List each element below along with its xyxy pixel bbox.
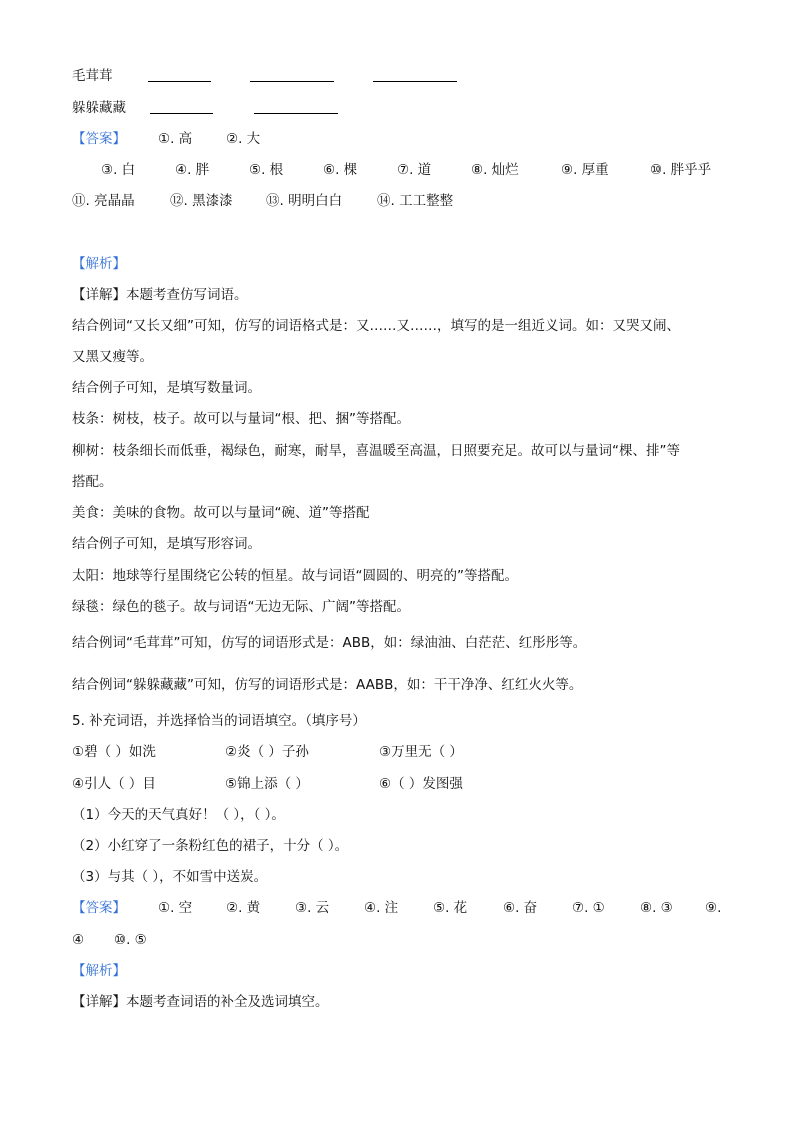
answer-blank: [373, 81, 457, 82]
answer-tag: 【答案】: [72, 131, 126, 147]
answer-blank: [148, 81, 211, 82]
idiom-blank: ⑥（ ）发图强: [379, 776, 463, 792]
analysis-line: 搭配。: [72, 474, 113, 490]
answer-item: ⑦. ①: [572, 900, 605, 916]
answer-row: [0, 896, 794, 920]
analysis-tag-row: [0, 959, 794, 983]
answer-row: [0, 928, 794, 952]
analysis-line: 【详解】本题考查词语的补全及选词填空。: [72, 994, 329, 1010]
fill-row-label: 躲躲藏藏: [72, 100, 126, 116]
answer-item: ⑤. 根: [249, 162, 284, 178]
answer-item: ⑭. 工工整整: [377, 193, 454, 209]
question-row: [0, 740, 794, 764]
answer-item: ②. 大: [226, 131, 261, 147]
answer-item: ⑨. 厚重: [561, 162, 609, 178]
analysis-tag-row: [0, 252, 794, 276]
answer-item: ⑩. 胖乎乎: [650, 162, 712, 178]
answer-item: ⑬. 明明白白: [266, 193, 343, 209]
answer-item: ⑩. ⑤: [114, 932, 147, 948]
answer-item: ③. 云: [295, 900, 330, 916]
analysis-line: 美食：美味的食物。故可以与量词“碗、道”等搭配: [72, 505, 370, 521]
question-title: 5. 补充词语，并选择恰当的词语填空。（填序号）: [72, 713, 366, 729]
answer-tag: 【答案】: [72, 900, 126, 916]
answer-row: [0, 189, 794, 213]
answer-blank: [250, 81, 334, 82]
sub-question: （3）与其（ ），不如雪中送炭。: [72, 869, 268, 885]
analysis-line: 【详解】本题考查仿写词语。: [72, 287, 248, 303]
answer-item: ①. 空: [158, 900, 193, 916]
answer-row: [0, 158, 794, 182]
answer-item: ⑪. 亮晶晶: [72, 193, 135, 209]
fill-row-label: 毛茸茸: [72, 68, 113, 84]
analysis-line: 太阳：地球等行星围绕它公转的恒星。故与词语“圆圆的、明亮的”等搭配。: [72, 568, 518, 584]
answer-item: ⑧. 灿烂: [471, 162, 519, 178]
answer-item: ⑤. 花: [433, 900, 468, 916]
answer-item: ⑦. 道: [397, 162, 432, 178]
answer-blank: [254, 113, 338, 114]
sub-question: （2）小红穿了一条粉红色的裙子，十分（ ）。: [72, 838, 349, 854]
idiom-blank: ⑤锦上添（ ）: [225, 776, 309, 792]
idiom-blank: ①碧（ ）如洗: [72, 744, 156, 760]
fill-row: [0, 96, 794, 120]
answer-item: ⑫. 黑漆漆: [170, 193, 233, 209]
analysis-line: 又黑又瘦等。: [72, 349, 153, 365]
answer-row: [0, 127, 794, 151]
answer-item: ⑥. 棵: [323, 162, 358, 178]
idiom-blank: ②炎（ ）子孙: [225, 744, 309, 760]
idiom-blank: ④引人（ ）目: [72, 776, 156, 792]
answer-item: ②. 黄: [226, 900, 261, 916]
analysis-line: 结合例词“躲躲藏藏”可知，仿写的词语形式是：AABB，如：干干净净、红红火火等。: [72, 677, 583, 693]
analysis-line: 绿毯：绿色的毯子。故与词语“无边无际、广阔”等搭配。: [72, 599, 410, 615]
answer-item: ④. 胖: [175, 162, 210, 178]
answer-item: ⑧. ③: [640, 900, 673, 916]
analysis-line: 结合例词“毛茸茸”可知，仿写的词语形式是：ABB，如：绿油油、白茫茫、红彤彤等。: [72, 635, 587, 651]
analysis-line: 枝条：树枝，枝子。故可以与量词“根、把、捆”等搭配。: [72, 411, 410, 427]
answer-item: ⑥. 奋: [503, 900, 538, 916]
answer-item: ④. 注: [364, 900, 399, 916]
analysis-tag: 【解析】: [72, 963, 126, 979]
idiom-blank: ③万里无（ ）: [379, 744, 463, 760]
answer-blank: [150, 113, 213, 114]
analysis-line: 结合例子可知，是填写形容词。: [72, 536, 261, 552]
answer-item: ⑨.: [705, 900, 722, 916]
question-row: [0, 772, 794, 796]
analysis-line: 结合例词“又长又细”可知，仿写的词语格式是：又……又……，填写的是一组近义词。如：又哭又闹、: [72, 318, 680, 334]
answer-item: ④: [72, 932, 85, 948]
answer-item: ①. 高: [158, 131, 193, 147]
analysis-line: 柳树：枝条细长而低垂，褐绿色，耐寒，耐旱，喜温暖至高温，日照要充足。故可以与量词“棵、排”等: [72, 443, 680, 459]
fill-row: [0, 64, 794, 88]
sub-question: （1）今天的天气真好！（ ），（ ）。: [72, 807, 285, 823]
answer-item: ③. 白: [101, 162, 136, 178]
analysis-line: 结合例子可知，是填写数量词。: [72, 380, 261, 396]
analysis-tag: 【解析】: [72, 256, 126, 272]
